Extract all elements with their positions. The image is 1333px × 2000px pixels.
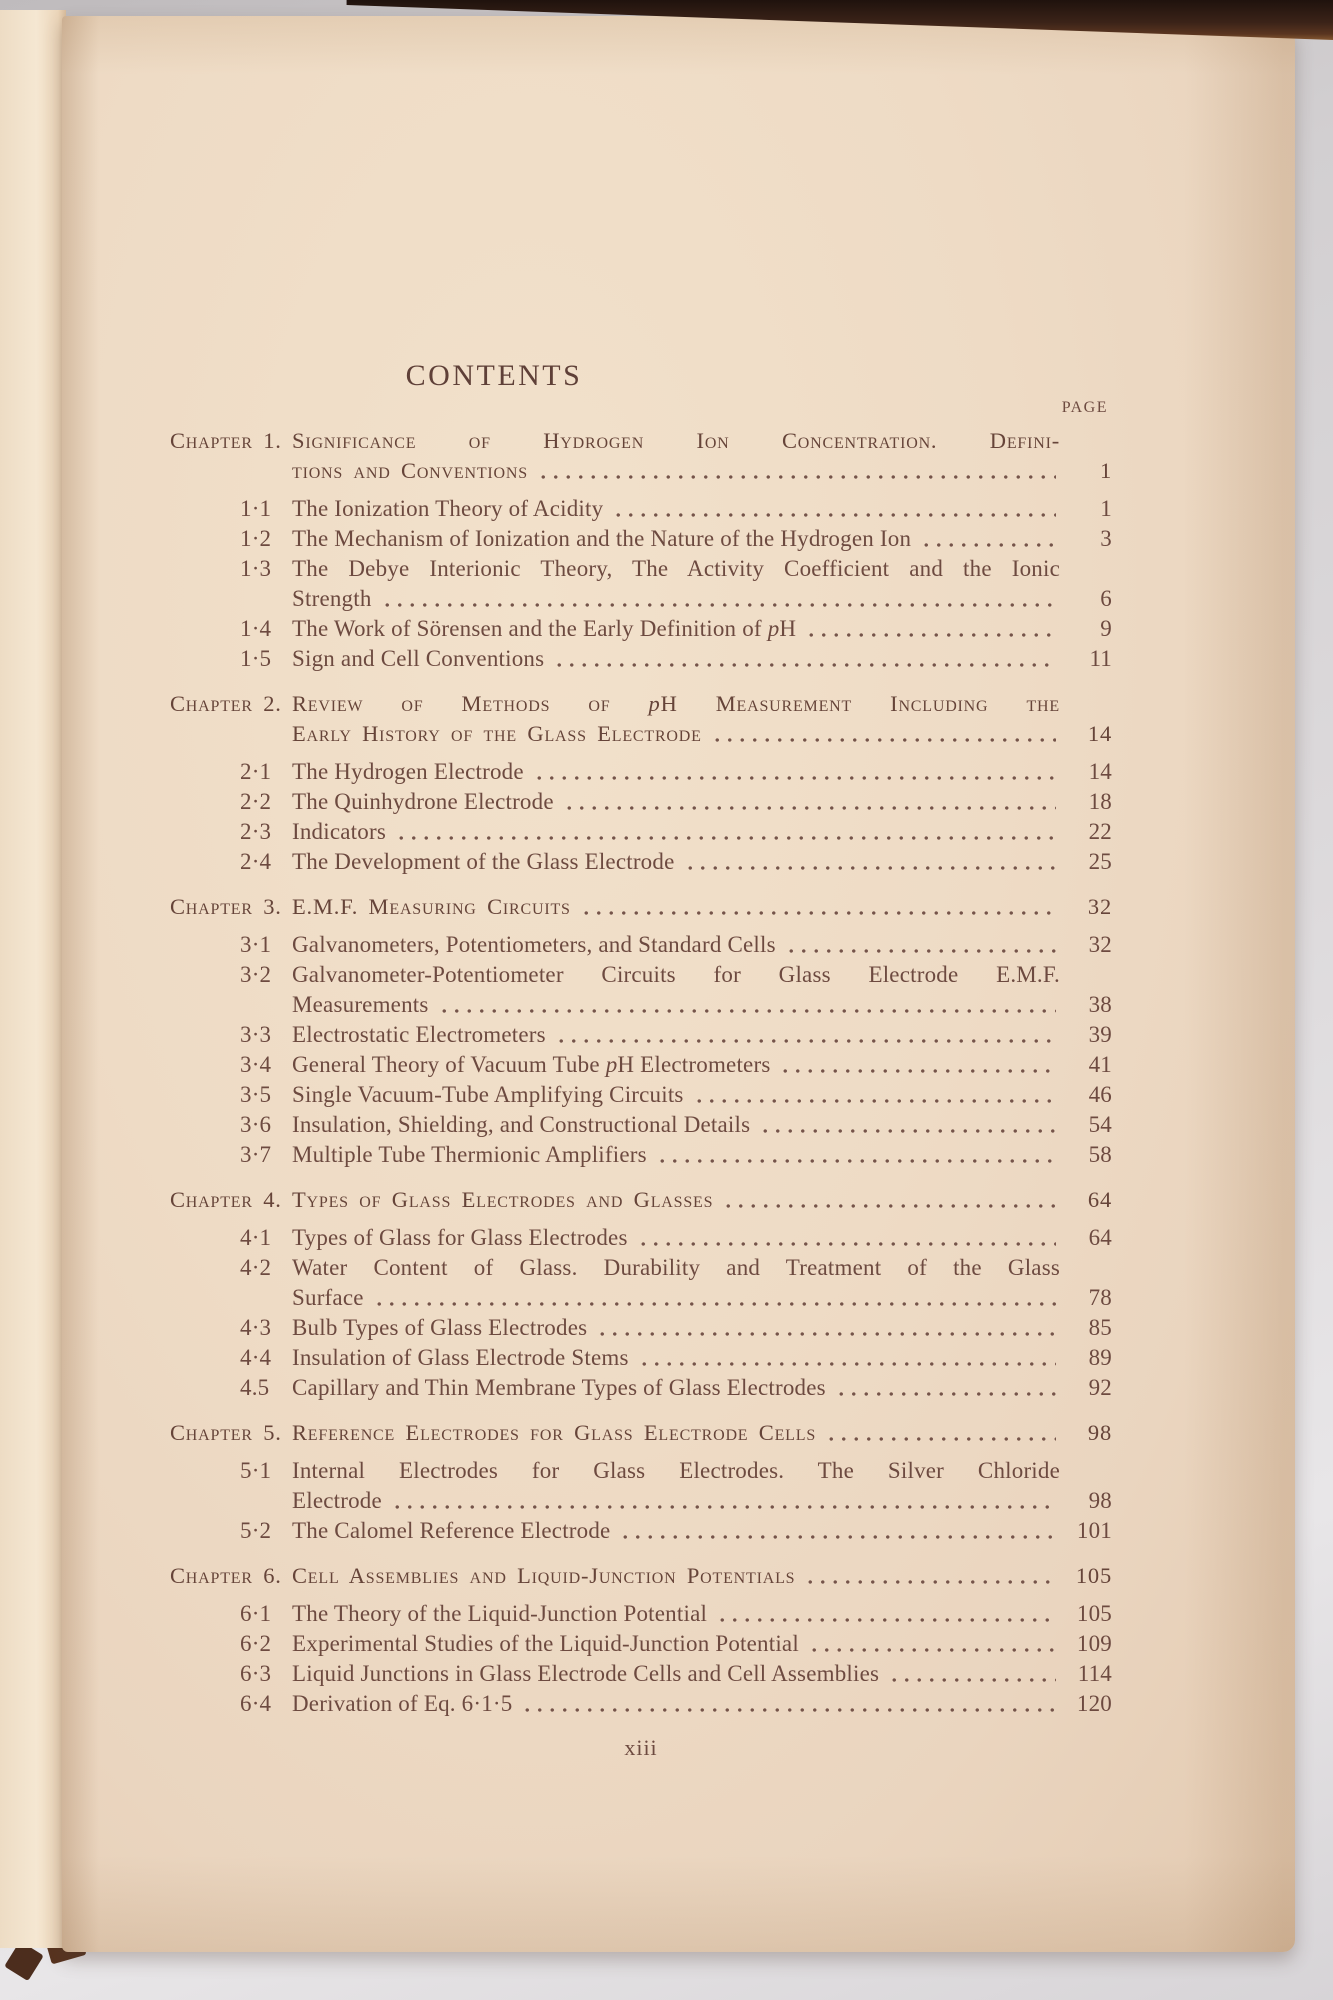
page-number: 1 — [1099, 458, 1112, 483]
toc-entry-line — [292, 1689, 1112, 1719]
ph-symbol: p — [767, 616, 780, 641]
page-number: 46 — [1088, 1082, 1112, 1107]
page-number: 78 — [1088, 1285, 1112, 1310]
ph-symbol: p — [605, 1052, 618, 1077]
toc-section-row — [170, 614, 1112, 644]
toc-entry-line — [292, 930, 1112, 960]
entry-title: tions and Conventions — [292, 458, 528, 483]
toc-section-row — [170, 847, 1112, 877]
leader-dots — [389, 1502, 1056, 1512]
section-title-block — [292, 1313, 1112, 1343]
page-number: 64 — [1088, 1225, 1112, 1250]
page-number: 105 — [1076, 1601, 1112, 1626]
leader-dots — [823, 1434, 1056, 1444]
entry-title: The Hydrogen Electrode — [292, 759, 524, 784]
section-number: 6·3 — [240, 1661, 272, 1686]
toc-section-row — [170, 494, 1112, 524]
page-number: 3 — [1100, 526, 1112, 551]
page-number: 54 — [1088, 1112, 1112, 1137]
page-number: 39 — [1088, 1022, 1112, 1047]
entry-title: General Theory of Vacuum Tube pH Electrometers — [292, 1052, 771, 1077]
section-title-block — [292, 494, 1112, 524]
section-title-block — [292, 757, 1112, 787]
entry-title: Sign and Cell Conventions — [292, 646, 545, 671]
entry-title: The Theory of the Liquid-Junction Potential — [292, 1601, 708, 1626]
section-number: 2·3 — [240, 819, 272, 844]
leader-dots — [371, 1299, 1056, 1309]
leader-dots — [553, 1036, 1056, 1046]
toc-entry-line — [292, 1561, 1112, 1591]
section-title-block — [292, 1516, 1112, 1546]
entry-title: The Work of Sörensen and the Early Definition of pH — [292, 616, 797, 641]
leader-dots — [720, 1201, 1056, 1211]
section-number: 4·2 — [240, 1255, 272, 1280]
page-number: 120 — [1076, 1691, 1112, 1716]
leader-dots — [578, 908, 1056, 918]
entry-title: Types of Glass for Glass Electrodes — [292, 1225, 628, 1250]
chapter-label: Chapter 4. — [170, 1187, 282, 1212]
leader-dots — [635, 1239, 1056, 1249]
toc-entry-line — [292, 1283, 1112, 1313]
toc-entry-line — [292, 787, 1112, 817]
entry-title: Measurements — [292, 992, 429, 1017]
toc-chapter — [170, 1418, 1112, 1546]
toc-section-row — [170, 1456, 1112, 1516]
leader-dots — [551, 660, 1056, 670]
page-number: 109 — [1076, 1631, 1112, 1656]
page-number: 89 — [1088, 1345, 1112, 1370]
toc-sections — [170, 1599, 1112, 1719]
chapter-label: Chapter 2. — [170, 691, 282, 716]
entry-title: Internal Electrodes for Glass Electrodes. The Silver Chloride — [292, 1458, 1060, 1483]
page-number: 98 — [1087, 1420, 1112, 1445]
chapter-label: Chapter 5. — [170, 1420, 282, 1445]
page-number: 41 — [1088, 1052, 1112, 1077]
leader-dots — [714, 1615, 1056, 1625]
entry-title: The Ionization Theory of Acidity — [292, 496, 604, 521]
leader-dots — [918, 540, 1056, 550]
entry-title: Capillary and Thin Membrane Types of Glass Electrodes — [292, 1375, 826, 1400]
section-title-block — [292, 787, 1112, 817]
toc-section-row — [170, 1253, 1112, 1313]
toc-section-row — [170, 817, 1112, 847]
section-number: 1·1 — [240, 496, 272, 521]
toc-section-row — [170, 1020, 1112, 1050]
entry-title: The Calomel Reference Electrode — [292, 1518, 611, 1543]
book-page — [62, 16, 1295, 1952]
chapter-label: Chapter 6. — [170, 1563, 282, 1588]
toc-chapter-heading — [170, 426, 1112, 486]
entry-title: Types of Glass Electrodes and Glasses — [292, 1187, 714, 1212]
section-title-block — [292, 1020, 1112, 1050]
folio-page-number: xiii — [624, 1735, 658, 1760]
section-number: 3·6 — [240, 1112, 272, 1137]
toc-entry-line — [292, 1343, 1112, 1373]
section-title-block — [292, 930, 1112, 960]
section-number: 4.5 — [240, 1375, 270, 1400]
toc-section-row — [170, 1629, 1112, 1659]
section-title-block — [292, 614, 1112, 644]
entry-title: Water Content of Glass. Durability and Treatment of the Glass — [292, 1255, 1060, 1280]
toc-entry-line — [292, 426, 1112, 456]
toc-section-row — [170, 1140, 1112, 1170]
toc-section-row — [170, 1373, 1112, 1403]
toc-section-row — [170, 930, 1112, 960]
leader-dots — [561, 803, 1056, 813]
section-number: 1·4 — [240, 616, 272, 641]
section-number: 6·1 — [240, 1601, 272, 1626]
toc-entry-line — [292, 1223, 1112, 1253]
page-number: 6 — [1100, 586, 1112, 611]
toc-section-row — [170, 1599, 1112, 1629]
chapter-title — [292, 426, 1112, 486]
toc-section-row — [170, 554, 1112, 614]
leader-dots — [436, 1006, 1056, 1016]
toc-chapter-heading — [170, 892, 1112, 922]
leader-dots — [393, 833, 1056, 843]
section-title-block — [292, 960, 1112, 1020]
toc-sections — [170, 1223, 1112, 1403]
toc-chapter — [170, 1185, 1112, 1403]
chapter-title — [292, 1561, 1112, 1591]
entry-title: Insulation, Shielding, and Constructional Details — [292, 1112, 751, 1137]
entry-title: Insulation of Glass Electrode Stems — [292, 1345, 629, 1370]
page-number: 58 — [1088, 1142, 1112, 1167]
toc-entry-line — [292, 1456, 1112, 1486]
toc-entry-line — [292, 1629, 1112, 1659]
leader-dots — [886, 1675, 1056, 1685]
entry-title: Derivation of Eq. 6·1·5 — [292, 1691, 513, 1716]
toc-section-row — [170, 1689, 1112, 1719]
leader-dots — [682, 863, 1057, 873]
chapter-label: Chapter 1. — [170, 428, 282, 453]
section-title-block — [292, 1223, 1112, 1253]
toc-sections — [170, 494, 1112, 674]
toc-entry-line — [292, 456, 1112, 486]
section-number: 3·5 — [240, 1082, 272, 1107]
toc-entry-line — [292, 1599, 1112, 1629]
leader-dots — [806, 1645, 1056, 1655]
leader-dots — [594, 1329, 1056, 1339]
page-column-label: PAGE — [1061, 399, 1108, 416]
entry-title: The Mechanism of Ionization and the Nature of the Hydrogen Ion — [292, 526, 912, 551]
toc-entry-line — [292, 494, 1112, 524]
section-title-block — [292, 1343, 1112, 1373]
page-number: 85 — [1088, 1315, 1112, 1340]
toc-entry-line — [292, 1486, 1112, 1516]
entry-title: Early History of the Glass Electrode — [292, 721, 702, 746]
entry-title: Bulb Types of Glass Electrodes — [292, 1315, 588, 1340]
leader-dots — [757, 1126, 1056, 1136]
entry-title: Electrostatic Electrometers — [292, 1022, 546, 1047]
chapter-title — [292, 1185, 1112, 1215]
toc-chapter — [170, 689, 1112, 877]
toc-chapter — [170, 1561, 1112, 1719]
page-number: 22 — [1088, 819, 1112, 844]
section-number: 1·3 — [240, 556, 272, 581]
toc-section-row — [170, 1223, 1112, 1253]
entry-title: Galvanometers, Potentiometers, and Standard Cells — [292, 932, 776, 957]
section-number: 5·1 — [240, 1458, 272, 1483]
toc-entry-line — [292, 1140, 1112, 1170]
toc-section-row — [170, 1516, 1112, 1546]
leader-dots — [535, 472, 1056, 482]
entry-title: E.M.F. Measuring Circuits — [292, 894, 571, 919]
toc-entry-line — [292, 757, 1112, 787]
section-title-block — [292, 644, 1112, 674]
toc-entry-line — [292, 689, 1112, 719]
entry-title: Surface — [292, 1285, 364, 1310]
section-number: 1·5 — [240, 646, 272, 671]
toc-entry-line — [292, 1313, 1112, 1343]
chapter-title — [292, 1418, 1112, 1448]
toc-entry-line — [292, 644, 1112, 674]
toc-chapter — [170, 892, 1112, 1170]
section-number: 6·4 — [240, 1691, 272, 1716]
section-number: 3·1 — [240, 932, 272, 957]
section-number: 1·2 — [240, 526, 272, 551]
section-title-block — [292, 817, 1112, 847]
section-number: 3·3 — [240, 1022, 272, 1047]
chapter-title — [292, 892, 1112, 922]
toc-section-row — [170, 960, 1112, 1020]
entry-title: Experimental Studies of the Liquid-Junction Potential — [292, 1631, 799, 1656]
page-number: 1 — [1100, 496, 1112, 521]
page-number: 32 — [1088, 932, 1112, 957]
leader-dots — [617, 1532, 1056, 1542]
toc-chapter — [170, 426, 1112, 674]
page-number: 101 — [1076, 1518, 1112, 1543]
toc-section-row — [170, 1050, 1112, 1080]
leader-dots — [833, 1389, 1056, 1399]
entry-title: Significance of Hydrogen Ion Concentration. Defini- — [292, 428, 1060, 453]
leader-dots — [803, 630, 1056, 640]
page-number: 98 — [1088, 1488, 1112, 1513]
entry-title: Reference Electrodes for Glass Electrode Cells — [292, 1420, 817, 1445]
toc-entry-line — [292, 1659, 1112, 1689]
section-title-block — [292, 1110, 1112, 1140]
section-title-block — [292, 1629, 1112, 1659]
section-number: 3·4 — [240, 1052, 272, 1077]
toc-entry-line — [292, 817, 1112, 847]
section-number: 4·1 — [240, 1225, 272, 1250]
leader-dots — [709, 735, 1056, 745]
ph-symbol: p — [648, 691, 661, 716]
toc-sections — [170, 930, 1112, 1170]
toc-entry-line — [292, 719, 1112, 749]
toc-section-row — [170, 1110, 1112, 1140]
toc-chapter-heading — [170, 1561, 1112, 1591]
page-number: 25 — [1088, 849, 1112, 874]
section-number: 3·7 — [240, 1142, 272, 1167]
page-number: 11 — [1089, 646, 1112, 671]
section-title-block — [292, 524, 1112, 554]
entry-title: The Debye Interionic Theory, The Activity Coefficient and the Ionic — [292, 556, 1060, 581]
leader-dots — [531, 773, 1056, 783]
toc-chapter-heading — [170, 1185, 1112, 1215]
toc-section-row — [170, 757, 1112, 787]
book-gutter-pages — [0, 10, 66, 1948]
contents-block — [170, 358, 1112, 1763]
toc-section-row — [170, 1313, 1112, 1343]
leader-dots — [636, 1359, 1056, 1369]
toc-entry-line — [292, 892, 1112, 922]
leader-dots — [802, 1577, 1056, 1587]
entry-title: The Development of the Glass Electrode — [292, 849, 675, 874]
page-number: 114 — [1077, 1661, 1112, 1686]
toc-entry-line — [292, 554, 1112, 584]
entry-title: Galvanometer-Potentiometer Circuits for Glass Electrode E.M.F. — [292, 962, 1060, 987]
section-title-block — [292, 1050, 1112, 1080]
leader-dots — [691, 1096, 1056, 1106]
page-number: 38 — [1088, 992, 1112, 1017]
section-number: 2·1 — [240, 759, 272, 784]
toc-entry-line — [292, 847, 1112, 877]
section-number: 5·2 — [240, 1518, 272, 1543]
section-title-block — [292, 1689, 1112, 1719]
page-number: 64 — [1087, 1187, 1112, 1212]
leader-dots — [610, 510, 1056, 520]
toc-entry-line — [292, 1080, 1112, 1110]
entry-title: Indicators — [292, 819, 386, 844]
toc-section-row — [170, 1659, 1112, 1689]
toc-sections — [170, 1456, 1112, 1546]
entry-title: Cell Assemblies and Liquid-Junction Potentials — [292, 1563, 796, 1588]
page-number: 14 — [1088, 759, 1112, 784]
section-number: 2·2 — [240, 789, 272, 814]
section-title-block — [292, 847, 1112, 877]
entry-title: Review of Methods of pH Measurement Including the — [292, 691, 1060, 716]
toc-chapter-heading — [170, 689, 1112, 749]
page-number: 14 — [1087, 721, 1112, 746]
leader-dots — [519, 1705, 1056, 1715]
leader-dots — [777, 1066, 1056, 1076]
section-title-block — [292, 1373, 1112, 1403]
entry-title: Strength — [292, 586, 372, 611]
toc-section-row — [170, 1343, 1112, 1373]
toc-section-row — [170, 1080, 1112, 1110]
entry-title: Electrode — [292, 1488, 382, 1513]
toc-section-row — [170, 644, 1112, 674]
section-title-block — [292, 1253, 1112, 1313]
toc-entry-line — [292, 584, 1112, 614]
page-number: 92 — [1088, 1375, 1112, 1400]
leader-dots — [654, 1156, 1056, 1166]
toc-entry-line — [292, 960, 1112, 990]
page-number: 105 — [1075, 1563, 1112, 1588]
toc-entry-line — [292, 1185, 1112, 1215]
toc-entry-line — [292, 1373, 1112, 1403]
toc-entry-line — [292, 1516, 1112, 1546]
toc-chapter-heading — [170, 1418, 1112, 1448]
section-title-block — [292, 1080, 1112, 1110]
entry-title: Multiple Tube Thermionic Amplifiers — [292, 1142, 647, 1167]
section-number: 4·4 — [240, 1345, 272, 1370]
section-number: 4·3 — [240, 1315, 272, 1340]
section-title-block — [292, 1140, 1112, 1170]
toc-entry-line — [292, 1050, 1112, 1080]
entry-title: The Quinhydrone Electrode — [292, 789, 554, 814]
section-number: 2·4 — [240, 849, 272, 874]
toc-section-row — [170, 787, 1112, 817]
page-title: CONTENTS — [405, 359, 583, 392]
leader-dots — [379, 600, 1056, 610]
toc-sections — [170, 757, 1112, 877]
toc-entry-line — [292, 1110, 1112, 1140]
section-title-block — [292, 1659, 1112, 1689]
section-title-block — [292, 1456, 1112, 1516]
section-number: 3·2 — [240, 962, 272, 987]
leader-dots — [783, 946, 1056, 956]
toc-entry-line — [292, 1418, 1112, 1448]
toc-entry-line — [292, 1253, 1112, 1283]
section-title-block — [292, 1599, 1112, 1629]
page-number: 32 — [1087, 894, 1112, 919]
toc-entry-line — [292, 990, 1112, 1020]
section-number: 6·2 — [240, 1631, 272, 1656]
chapter-title — [292, 689, 1112, 749]
section-title-block — [292, 554, 1112, 614]
table-of-contents — [170, 426, 1112, 1719]
toc-entry-line — [292, 614, 1112, 644]
page-number: 9 — [1100, 616, 1112, 641]
entry-title: Single Vacuum-Tube Amplifying Circuits — [292, 1082, 684, 1107]
toc-entry-line — [292, 1020, 1112, 1050]
entry-title: Liquid Junctions in Glass Electrode Cells and Cell Assemblies — [292, 1661, 880, 1686]
chapter-label: Chapter 3. — [170, 894, 282, 919]
toc-entry-line — [292, 524, 1112, 554]
page-number: 18 — [1088, 789, 1112, 814]
toc-section-row — [170, 524, 1112, 554]
